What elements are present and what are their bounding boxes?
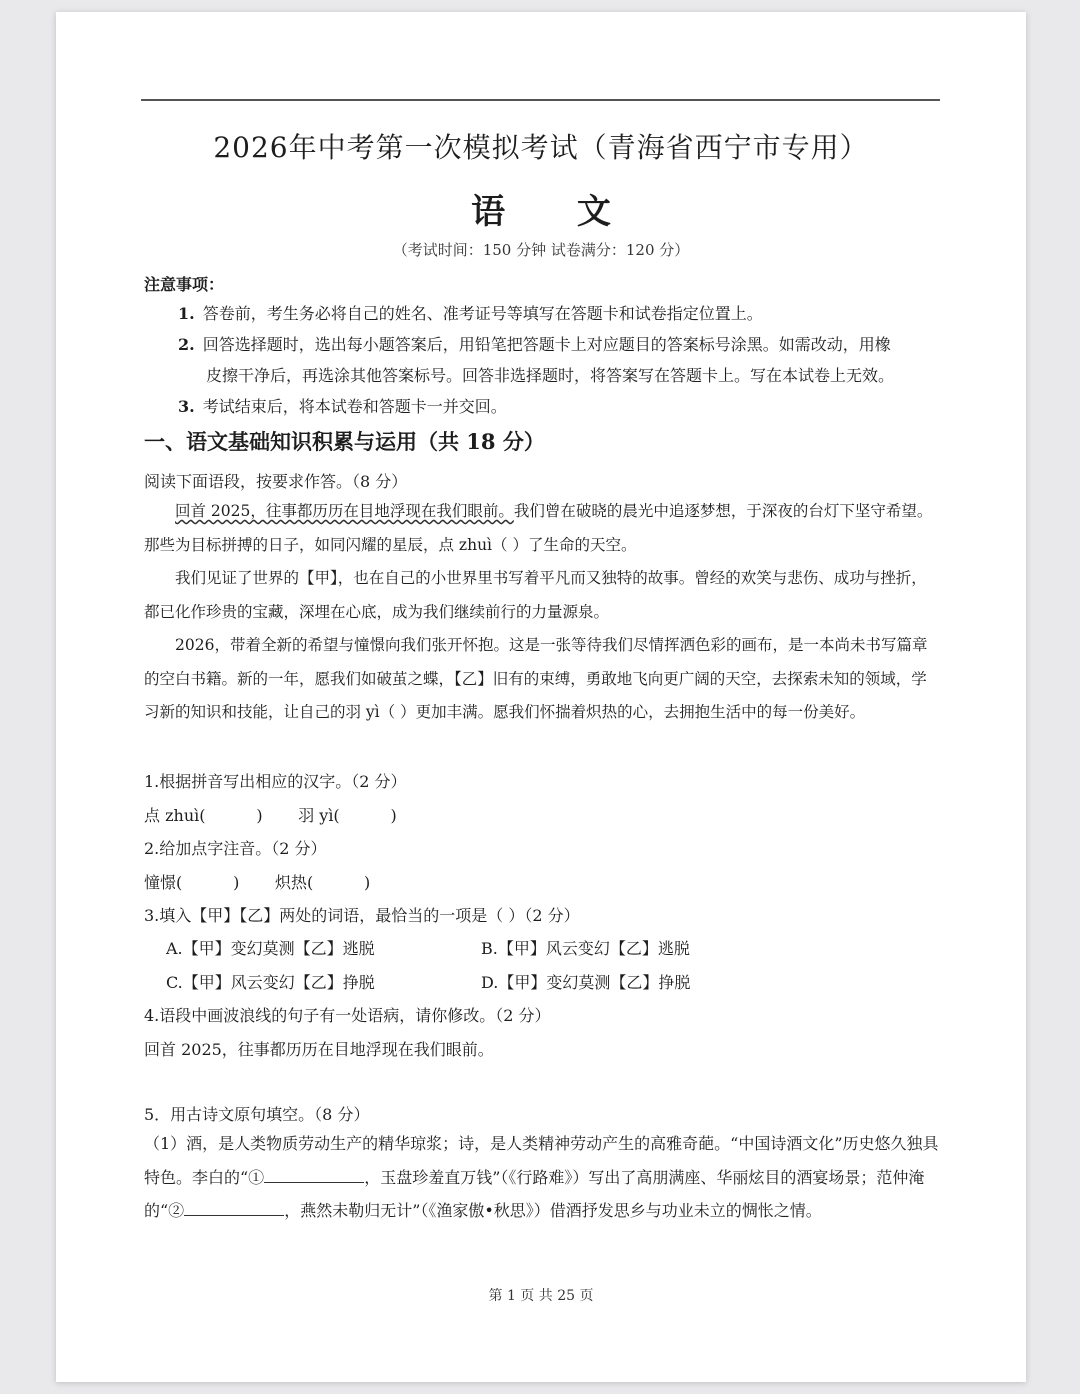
notice-item-2-cont: 皮擦干净后，再选涂其他答案标号。回答非选择题时，将答案写在答题卡上。写在本试卷上无效。: [206, 366, 895, 385]
poem-text: ，玉盘珍羞直万钱”（《行路难》）写出了高朋满座、华丽炫目的酒宴场景；范仲淹的“②: [144, 1167, 925, 1220]
page-footer: 第 1 页 共 25 页: [488, 1288, 594, 1304]
question-1-answer: 点 zhuì( ) 羽 yì( ): [144, 806, 397, 825]
exam-page: [56, 12, 1026, 1382]
option-d: D.【甲】变幻莫测【乙】挣脱: [481, 973, 691, 992]
answer-blank-1: [264, 1168, 364, 1183]
passage-paragraph-3: 2026，带着全新的希望与憧憬向我们张开怀抱。这是一张等待我们尽情挥洒色彩的画布，是一本尚未书写篇章的空白书籍。新的一年，愿我们如破茧之蝶，【乙】旧有的束缚，勇敢地飞向更广阔的天空，去探索未知的领域，学习新的知识和技能，让自己的羽 yì（ ）更加丰满。愿我们怀揣着炽热的心，去拥抱生活中的每一份美好。: [144, 636, 928, 721]
notice-text: 考试结束后，将本试卷和答题卡一并交回。: [202, 397, 507, 416]
section-heading: 一、语文基础知识积累与运用（共 18 分）: [144, 429, 545, 454]
header-rule: [141, 99, 940, 101]
notice-heading: 注意事项：: [144, 275, 225, 294]
notice-num: 2.: [178, 335, 195, 354]
wavy-sentence: 回首 2025，往事都历历在目地浮现在我们眼前。: [175, 502, 514, 520]
question-4: 4.语段中画波浪线的句子有一处语病，请你修改。（2 分）: [144, 1006, 551, 1025]
notice-text: 回答选择题时，选出每小题答案后，用铅笔把答题卡上对应题目的答案标号涂黑。如需改动，用橡: [202, 335, 891, 354]
reading-instruction: 阅读下面语段，按要求作答。（8 分）: [144, 472, 408, 491]
exam-title: 2026年中考第一次模拟考试（青海省西宁市专用）: [213, 131, 869, 164]
question-5: 5．用古诗文原句填空。（8 分）: [144, 1105, 370, 1124]
option-a: A.【甲】变幻莫测【乙】逃脱: [166, 939, 375, 958]
notice-num: 1.: [178, 304, 195, 323]
notice-item-3: [178, 397, 507, 417]
poem-text: ，燕然未勒归无计”（《渔家傲•秋思》）借酒抒发思乡与功业未立的惆怅之情。: [284, 1201, 822, 1220]
option-c: C.【甲】风云变幻【乙】挣脱: [166, 973, 375, 992]
option-b: B.【甲】风云变幻【乙】逃脱: [481, 939, 690, 958]
question-4-sentence: 回首 2025，往事都历历在目地浮现在我们眼前。: [144, 1040, 494, 1059]
poem-text: （1）酒，是人类物质劳动生产的精华琼浆；诗，是人类精神劳动产生的高雅奇葩。“中国诗酒文化”历史悠久独具特色。李白的“①: [144, 1134, 939, 1187]
answer-blank-2: [184, 1201, 284, 1216]
question-5-part-1: [144, 1127, 939, 1228]
notice-item-2: [178, 335, 891, 355]
passage-text: 我们曾在破晓的晨光中追逐梦想，于深夜的台灯下坚守希望。那些为目标拼搏的日子，如同闪耀的星辰，点 zhuì（ ）了生命的天空。: [144, 502, 933, 554]
question-2-answer: 憧憬( ) 炽热( ): [144, 873, 371, 892]
question-3: 3.填入【甲】【乙】两处的词语，最恰当的一项是（ ）（2 分）: [144, 906, 580, 925]
notice-item-1: [178, 304, 763, 324]
exam-info: （考试时间：150 分钟 试卷满分：120 分）: [392, 241, 690, 259]
question-2: 2.给加点字注音。（2 分）: [144, 839, 327, 858]
passage-paragraph-1: [144, 495, 939, 562]
notice-num: 3.: [178, 397, 195, 416]
passage-paragraph-2: 我们见证了世界的【甲】，也在自己的小世界里书写着平凡而又独特的故事。曾经的欢笑与悲伤、成功与挫折，都已化作珍贵的宝藏，深埋在心底，成为我们继续前行的力量源泉。: [144, 569, 927, 621]
notice-text: 答卷前，考生务必将自己的姓名、准考证号等填写在答题卡和试卷指定位置上。: [202, 304, 763, 323]
subject-title: 语 文: [471, 192, 641, 232]
question-1: 1.根据拼音写出相应的汉字。（2 分）: [144, 772, 407, 791]
